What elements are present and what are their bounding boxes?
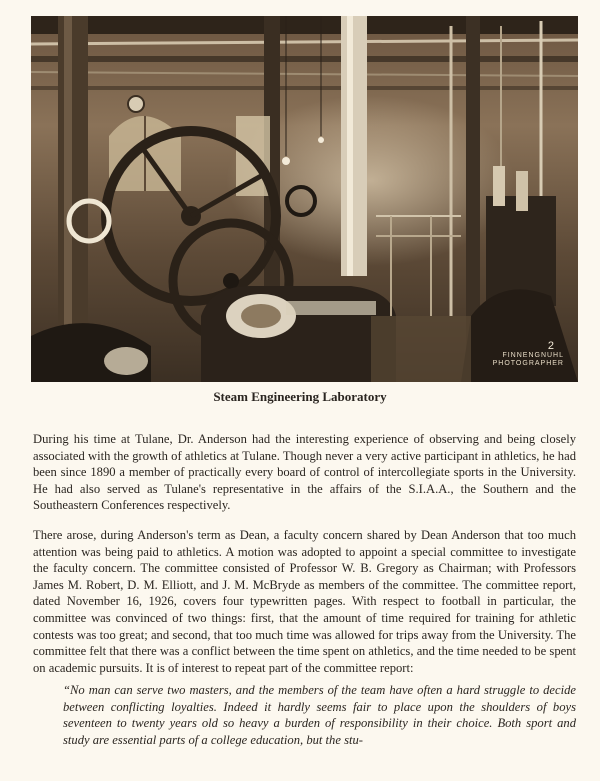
body-paragraph-1: During his time at Tulane, Dr. Anderson had the interesting experience of observing and being closely associated with the growth of athletics at Tulane. Though never a very active participant in athletics, he had been since 1890 a member of practically every board of control of intercollegiate sports in the University. He had also served as Tulane's representative in the affairs of the S.I.A.A., the Southern and the Southeastern Conferences respectively. bbox=[33, 432, 576, 513]
block-quote: “No man can serve two masters, and the members of the team have often a hard struggle to decide between conflicting loyalties. Indeed it hardly seems fair to place upon the shoulders of boys seventeen to twenty years old so heavy a burden of responsibility in their choice. Both sport and study are essential parts of a college education, but the stu- bbox=[63, 683, 576, 747]
photo-number: 2 bbox=[547, 340, 554, 352]
photo-credit-line1: FINNENGNUHL bbox=[502, 352, 564, 359]
photo-credit-line2: PHOTOGRAPHER bbox=[492, 360, 564, 367]
lab-photograph bbox=[31, 16, 578, 382]
body-paragraph-2: There arose, during Anderson's term as Dean, a faculty concern shared by Dean Anderson that too much attention was being paid to athletics. A motion was adopted to appoint a special committee to investigate the faculty concern. The committee consisted of Professor W. B. Gregory as Chairman; with Professors James M. Robert, D. M. Elliott, and J. M. McBryde as members of the committee. The committee report, dated November 16, 1926, covers four typewritten pages. With respect to football in particular, the committee was convinced of two things: first, that the amount of time required for training for athletic contests was too great; and second, that too much time was allowed for trips away from the University. The committee felt that there was a conflict between the time spent on athletics, and the time needed to be spent on academic pursuits. It is of interest to repeat part of the committee report: bbox=[33, 528, 576, 675]
photo-illustration bbox=[31, 16, 578, 382]
photo-caption: Steam Engineering Laboratory bbox=[213, 389, 387, 404]
photo-credit bbox=[493, 352, 564, 368]
